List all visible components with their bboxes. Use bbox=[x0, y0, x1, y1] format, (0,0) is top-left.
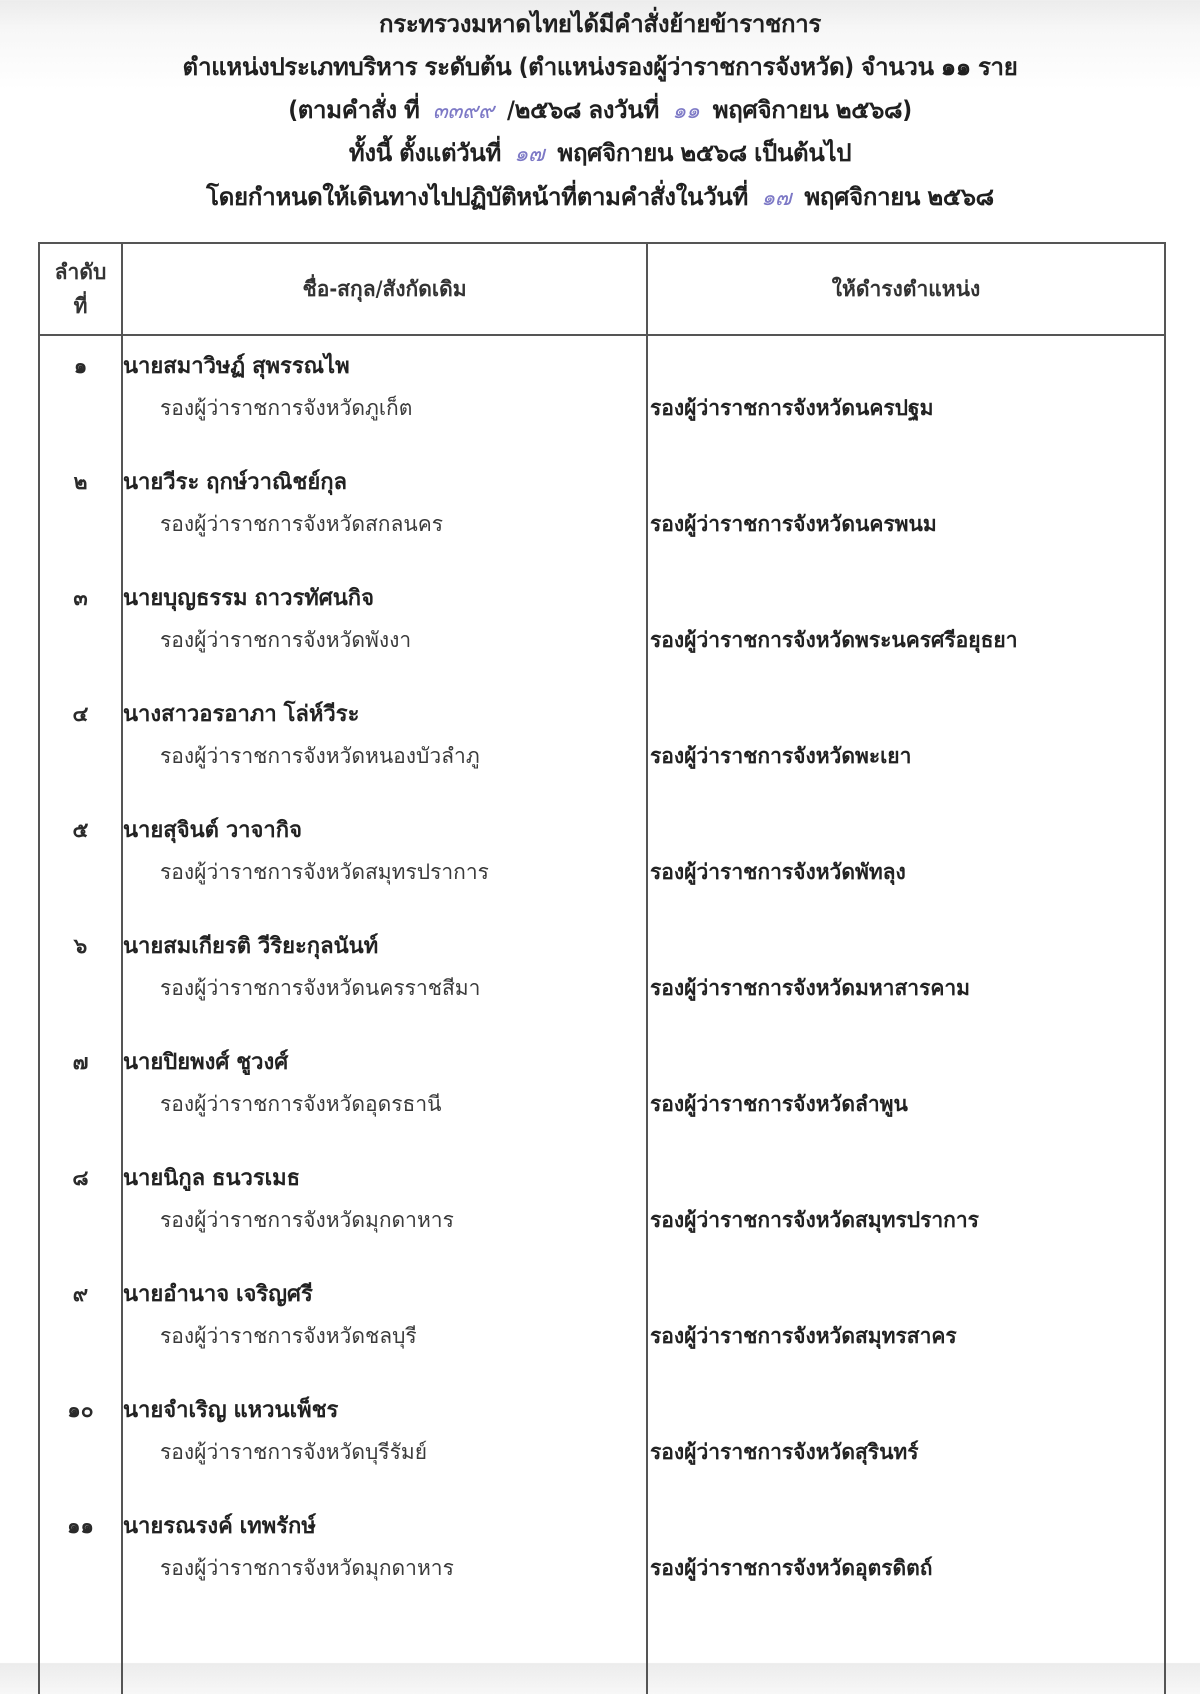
person-name: นายอำนาจ เจริญศรี bbox=[123, 1282, 313, 1307]
order-day-handwritten: ๑๑ bbox=[672, 99, 700, 124]
header-order-label-1: ลำดับ bbox=[54, 260, 107, 284]
person-name: นางสาวอรอาภา โล่ห์วีระ bbox=[123, 702, 360, 727]
table-header bbox=[40, 244, 1164, 336]
table-row bbox=[40, 568, 1164, 684]
table-row bbox=[40, 1380, 1164, 1496]
report-day-handwritten: ๑๗ bbox=[761, 186, 792, 211]
table-row bbox=[40, 800, 1164, 916]
order-ref-suffix: พฤศจิกายน ๒๕๖๘) bbox=[712, 96, 912, 124]
person-name: นายจำเริญ แหวนเพ็ชร bbox=[123, 1398, 339, 1423]
effective-suffix: พฤศจิกายน ๒๕๖๘ เป็นต้นไป bbox=[557, 139, 852, 167]
table-row bbox=[40, 1496, 1164, 1612]
row-number: ๙ bbox=[72, 1282, 89, 1306]
original-position: รองผู้ว่าราชการจังหวัดอุดรธานี bbox=[160, 1092, 442, 1116]
order-ref-mid: /๒๕๖๘ ลงวันที่ bbox=[507, 96, 659, 124]
heading-line-4 bbox=[0, 133, 1200, 172]
new-position: รองผู้ว่าราชการจังหวัดอุตรดิตถ์ bbox=[650, 1556, 933, 1580]
row-number: ๓ bbox=[73, 586, 88, 610]
order-ref-prefix: (ตามคำสั่ง ที่ bbox=[288, 96, 420, 124]
table-row bbox=[40, 1264, 1164, 1380]
report-prefix: โดยกำหนดให้เดินทางไปปฏิบัติหน้าที่ตามคำสั่งในวันที่ bbox=[206, 183, 749, 211]
row-number: ๕ bbox=[72, 818, 89, 842]
new-position: รองผู้ว่าราชการจังหวัดมหาสารคาม bbox=[650, 976, 971, 1000]
person-name: นายบุญธรรม ถาวรทัศนกิจ bbox=[123, 586, 375, 611]
heading-title: กระทรวงมหาดไทยได้มีคำสั่งย้ายข้าราชการ bbox=[379, 10, 821, 38]
person-name: นายสมเกียรติ วีริยะกุลนันท์ bbox=[123, 934, 379, 959]
new-position: รองผู้ว่าราชการจังหวัดนครปฐม bbox=[650, 396, 934, 420]
new-position: รองผู้ว่าราชการจังหวัดสมุทรปราการ bbox=[650, 1208, 979, 1232]
person-name: นายรณรงค์ เทพรักษ์ bbox=[123, 1514, 316, 1539]
original-position: รองผู้ว่าราชการจังหวัดพังงา bbox=[160, 628, 412, 652]
order-number-handwritten: ๓๓๙๙ bbox=[432, 99, 494, 124]
row-number: ๒ bbox=[73, 470, 88, 494]
header-order-label-2: ที่ bbox=[73, 294, 88, 318]
original-position: รองผู้ว่าราชการจังหวัดบุรีรัมย์ bbox=[160, 1440, 428, 1464]
row-number: ๔ bbox=[72, 702, 89, 726]
original-position: รองผู้ว่าราชการจังหวัดภูเก็ต bbox=[160, 396, 413, 420]
original-position: รองผู้ว่าราชการจังหวัดนครราชสีมา bbox=[160, 976, 481, 1000]
table-row bbox=[40, 452, 1164, 568]
original-position: รองผู้ว่าราชการจังหวัดสกลนคร bbox=[160, 512, 444, 536]
original-position: รองผู้ว่าราชการจังหวัดสมุทรปราการ bbox=[160, 860, 489, 884]
new-position: รองผู้ว่าราชการจังหวัดพัทลุง bbox=[650, 860, 906, 884]
new-position: รองผู้ว่าราชการจังหวัดพะเยา bbox=[650, 744, 912, 768]
row-number: ๑ bbox=[73, 354, 88, 378]
heading-line-5 bbox=[0, 177, 1200, 216]
table-row bbox=[40, 916, 1164, 1032]
new-position: รองผู้ว่าราชการจังหวัดลำพูน bbox=[650, 1092, 908, 1116]
heading-subtitle: ตำแหน่งประเภทบริหาร ระดับต้น (ตำแหน่งรองผู้ว่าราชการจังหวัด) จำนวน ๑๑ ราย bbox=[182, 53, 1018, 81]
original-position: รองผู้ว่าราชการจังหวัดหนองบัวลำภู bbox=[160, 744, 480, 768]
new-position: รองผู้ว่าราชการจังหวัดนครพนม bbox=[650, 512, 937, 536]
original-position: รองผู้ว่าราชการจังหวัดมุกดาหาร bbox=[160, 1208, 454, 1232]
person-name: นายสมาวิษฏ์ สุพรรณไพ bbox=[123, 354, 350, 379]
row-number: ๑๑ bbox=[67, 1514, 94, 1538]
report-suffix: พฤศจิกายน ๒๕๖๘ bbox=[804, 183, 994, 211]
row-number: ๘ bbox=[72, 1166, 89, 1190]
heading-line-1 bbox=[0, 4, 1200, 43]
original-position: รองผู้ว่าราชการจังหวัดชลบุรี bbox=[160, 1324, 417, 1348]
heading-line-3 bbox=[0, 90, 1200, 129]
new-position: รองผู้ว่าราชการจังหวัดสมุทรสาคร bbox=[650, 1324, 957, 1348]
person-name: นายสุจินต์ วาจากิจ bbox=[123, 818, 302, 843]
effective-day-handwritten: ๑๗ bbox=[514, 142, 545, 167]
row-number: ๖ bbox=[73, 934, 88, 958]
table-row bbox=[40, 1032, 1164, 1148]
table-row bbox=[40, 336, 1164, 452]
heading-line-2 bbox=[0, 47, 1200, 86]
person-name: นายวีระ ฤกษ์วาณิชย์กุล bbox=[123, 470, 348, 495]
header-new-position: ให้ดำรงตำแหน่ง bbox=[831, 276, 981, 301]
person-name: นายปิยพงศ์ ชูวงศ์ bbox=[123, 1050, 289, 1075]
table-row bbox=[40, 684, 1164, 800]
new-position: รองผู้ว่าราชการจังหวัดพระนครศรีอยุธยา bbox=[650, 628, 1018, 652]
table-row bbox=[40, 1148, 1164, 1264]
new-position: รองผู้ว่าราชการจังหวัดสุรินทร์ bbox=[650, 1440, 919, 1464]
header-order-number bbox=[40, 244, 121, 334]
person-name: นายนิกูล ธนวรเมธ bbox=[123, 1166, 301, 1191]
header-name-original-post: ชื่อ-สกุล/สังกัดเดิม bbox=[302, 276, 467, 301]
row-number: ๗ bbox=[72, 1050, 89, 1074]
row-number: ๑๐ bbox=[67, 1398, 94, 1422]
effective-prefix: ทั้งนี้ ตั้งแต่วันที่ bbox=[348, 139, 502, 167]
transfer-table bbox=[38, 242, 1166, 1694]
original-position: รองผู้ว่าราชการจังหวัดมุกดาหาร bbox=[160, 1556, 454, 1580]
